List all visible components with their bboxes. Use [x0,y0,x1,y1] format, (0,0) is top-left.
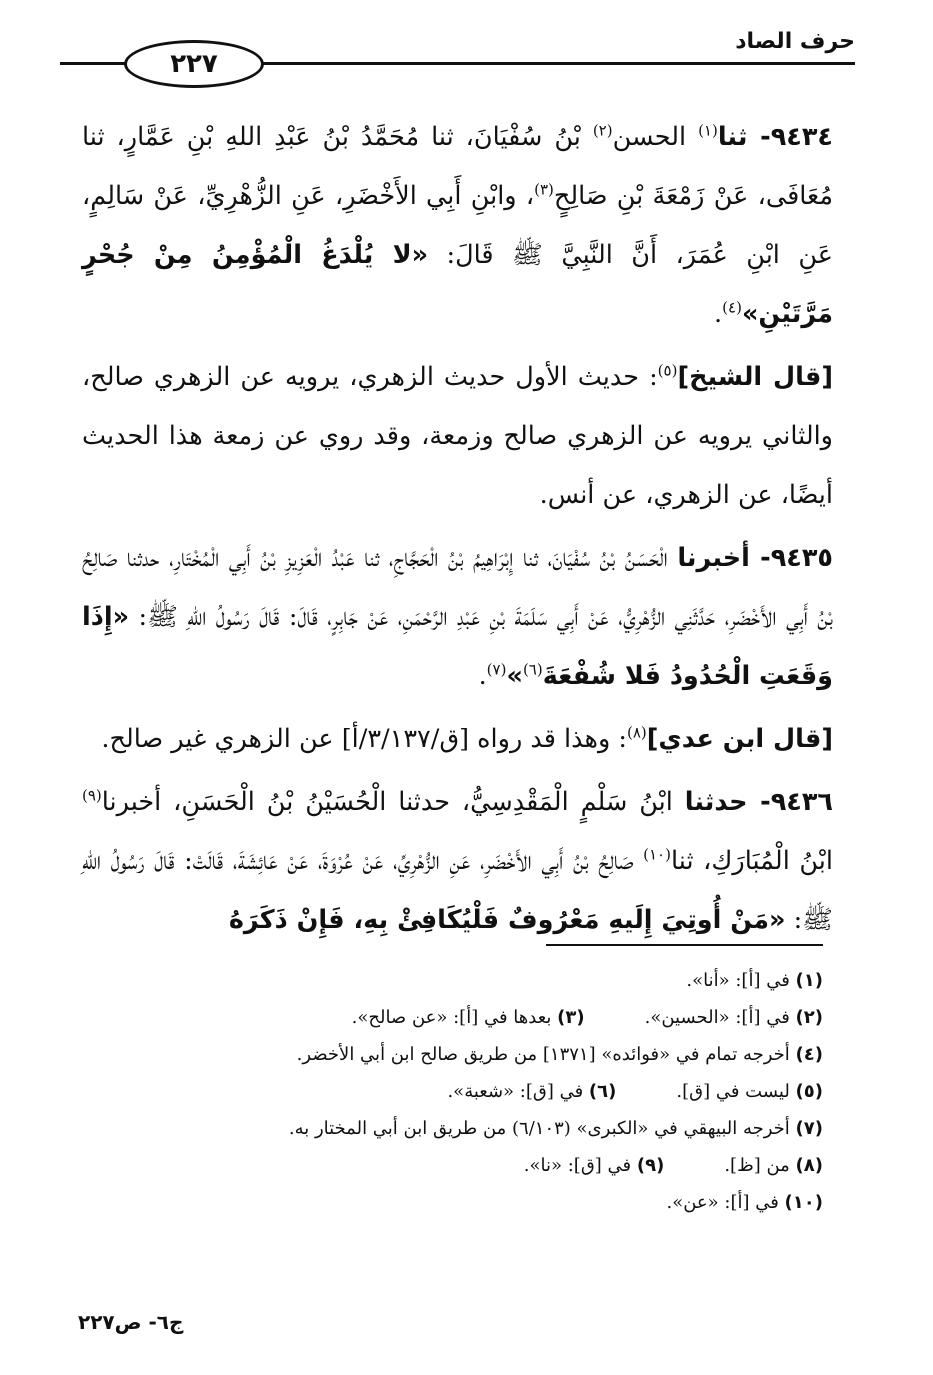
hadith-quote: «لا يُلْدَغُ الْمُؤْمِنُ مِنْ جُحْرٍ مَرَّتَيْنِ» [82,240,833,329]
narrator-text: الحسن [612,122,687,152]
footnote-row [110,962,823,999]
hadith-lead: ٩٤٣٦- حدثنا [684,787,833,817]
footnote-number: (٩) [636,1155,665,1176]
hadith-quote: «مَنْ أُوتِيَ إِلَيهِ مَعْرُوفٌ فَلْيُكَافِئْ بِهِ، فَإِنْ ذَكَرَهُ [228,905,786,935]
narrator-text: بْنُ سُفْيَانَ، ثنا مُحَمَّدُ بْنُ عَبْدِ اللهِ بْنِ عَمَّارٍ، ثنا مُعَافَى، عَنْ زَمْعَةَ بْنِ صَالِحٍ [82,122,833,211]
footnote-ref: (٨) [626,723,647,742]
narrator-text: الْحَسَنُ بْنُ سُفْيَانَ، ثنا إِبْرَاهِيمُ بْنُ الْحَجَّاجِ، ثنا عَبْدُ الْعَزِيزِ بْنُ أَبِي الْمُخْتَارِ، حدثنا صَالِحُ بْنُ أَبِي الأَخْضَرِ، حَدَّثَنِي الزُّهْرِيُّ، عَنْ أَبِي سَلَمَةَ بْنِ عَبْدِ الرَّحْمَنِ، عَنْ جَابِرٍ، قَالَ: قَالَ رَسُولُ اللهِ ﷺ: [82,543,833,632]
main-text [82,108,833,950]
footnote-number: (٧) [795,1118,823,1139]
narrator-text: ، وابْنِ أَبِي الأَخْضَرِ، عَنِ الزُّهْرِيِّ، عَنْ سَالِمٍ، عَنِ ابْنِ عُمَرَ، أَنَّ النَّبِيَّ ﷺ قَالَ: [82,181,833,270]
hadith-lead: ٩٤٣٤- ثنا [717,122,833,152]
footnote-ref: (٢) [592,121,613,140]
hadith-9435 [82,529,833,706]
comment-lead: [قال ابن عدي] [646,724,833,754]
comment-lead: [قال الشيخ] [677,362,833,392]
volume-page-reference: ج٦- ص٢٢٧ [78,1310,184,1334]
footnotes [110,962,823,1221]
footnote-text: أخرجه تمام في «فوائده» [١٣٧١] من طريق صالح ابن أبي الأخضر. [296,1044,796,1065]
hadith-9434 [82,108,833,344]
punctuation: . [478,661,487,691]
footnote-text: في [ق]: «نا». [523,1155,637,1176]
footnote-text: في [أ]: «عن». [666,1192,785,1213]
footnote-row [110,1147,823,1184]
footnote-text: في [أ]: «الحسين». [644,1007,796,1028]
page-header [60,28,855,88]
punctuation: . [714,299,723,329]
comment-text: : وهذا قد رواه [ق/٣/١٣٧/أ] عن الزهري غير صالح. [101,724,627,754]
page-number-badge: ٢٢٧ [124,40,264,88]
footnote-ref: (٩) [82,786,102,805]
section-title: حرف الصاد [735,29,855,54]
footnote-ref: (٤) [722,298,742,317]
footnote-number: (٨) [795,1155,823,1176]
narrator-text: ابْنُ سَلْمٍ الْمَقْدِسِيُّ، حدثنا الْحُسَيْنُ بْنُ الْحَسَنِ، أخبرنا [101,787,685,817]
footnote-text: ليست في [ق]. [676,1081,796,1102]
footnote-number: (١) [795,970,823,991]
footnote-row [110,1073,823,1110]
footnote-ref: (١٠) [643,845,671,864]
hadith-quote: «إِذَا وَقَعَتِ الْحُدُودُ فَلا شُفْعَةَ [82,602,833,691]
footnote-number: (٦) [588,1081,617,1102]
quote-close: » [506,661,523,691]
footnote-text: من [ظ]. [724,1155,796,1176]
footnote-ref: (٥) [657,361,678,380]
footnote-number: (٣) [557,1007,585,1028]
footnote-ref: (٦) [522,660,543,679]
hadith-lead: ٩٤٣٥- أخبرنا [677,543,833,573]
footnote-text: في [ق]: «شعبة». [447,1081,589,1102]
footnote-number: (٤) [795,1044,823,1065]
footnote-ref: (٣) [534,180,554,199]
footnote-row [110,999,823,1036]
footnote-row [110,1036,823,1073]
comment-sheikh [82,348,833,525]
footnote-text: بعدها في [أ]: «عن صالح». [351,1007,558,1028]
narrator-text: صَالِحُ بْنُ أَبِي الأَخْضَرِ، عَنِ الزُّهْرِيِّ، عَنْ عُرْوَةَ، عَنْ عَائِشَةَ، قَالَتْ: قَالَ رَسُولُ اللهِ ﷺ: [82,846,833,935]
narrator-text: ابْنُ الْمُبَارَكِ، ثنا [670,846,833,876]
footnote-row [110,1110,823,1147]
footnote-text: أخرجه البيهقي في «الكبرى» (٦/١٠٣) من طريق ابن أبي المختار به. [288,1118,796,1139]
footnote-number: (٥) [795,1081,823,1102]
footnote-row [110,1184,823,1221]
footnote-number: (٢) [795,1007,823,1028]
footnote-divider [546,944,823,946]
footnote-ref: (١) [698,121,718,140]
footnote-number: (١٠) [784,1192,823,1213]
comment-ibn-adi [82,710,833,769]
comment-text: : حديث الأول حديث الزهري، يرويه عن الزهري صالح، والثاني يرويه عن الزهري صالح وزمعة، وقد روي عن زمعة هذا الحديث أيضًا، عن الزهري، عن أنس. [82,362,833,510]
footnote-text: في [أ]: «أنا». [686,970,796,991]
footnote-ref: (٧) [486,660,507,679]
hadith-9436 [82,773,833,950]
